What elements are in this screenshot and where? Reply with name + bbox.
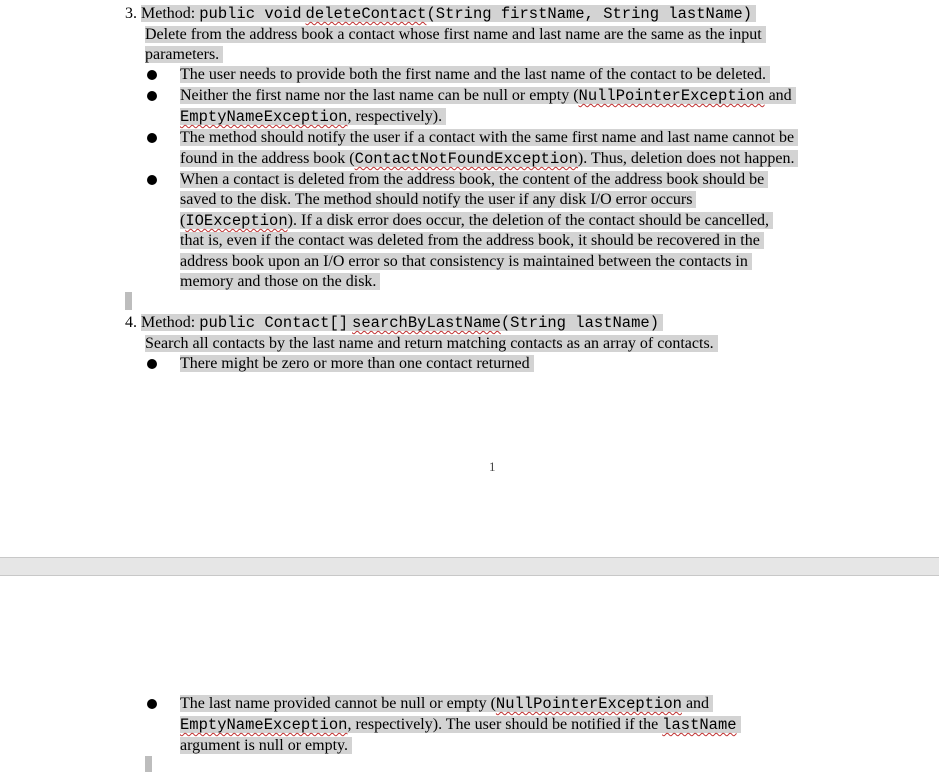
bullet-icon (147, 699, 157, 709)
item-3-bullet-3-cont: found in the address book (ContactNotFoundException). Thus, deletion does not happen. (180, 149, 798, 169)
item-4-bullet-1: There might be zero or more than one contact returned (180, 354, 534, 374)
page-2-bullet-line-2: EmptyNameException, respectively). The user should be notified if the lastName (180, 715, 741, 735)
bullet-icon (147, 133, 157, 143)
item-3-bullet-4-line-2: saved to the disk. The method should notify the user if any disk I/O error occurs (180, 190, 696, 210)
item-4-signature-line (125, 313, 663, 333)
item-4-number: 4. (125, 314, 137, 331)
item-3-description-cont: parameters. (145, 45, 223, 65)
item-3-bullet-4-line-6: memory and those on the disk. (180, 272, 380, 292)
item-3-signature: Method: public void deleteContact(String firstName, String lastName) (141, 5, 756, 22)
bullet-icon (147, 91, 157, 101)
item-3-bullet-2: Neither the first name nor the last name can be null or empty (NullPointerException and (180, 86, 796, 106)
item-3-signature-line (125, 4, 756, 24)
page-break-gap (0, 557, 939, 576)
method-name-deleteContact: deleteContact (305, 5, 427, 23)
method-name-searchByLastName: searchByLastName (352, 314, 501, 332)
item-3-bullet-2-cont: EmptyNameException, respectively). (180, 107, 446, 127)
item-3-number: 3. (125, 5, 137, 22)
item-3-bullet-3: The method should notify the user if a contact with the same first name and last name cannot be (180, 128, 798, 148)
item-3-bullet-4-line-1: When a contact is deleted from the address book, the content of the address book should be (180, 170, 768, 190)
item-3-bullet-4-line-5: address book upon an I/O error so that consistency is maintained between the contacts in (180, 252, 752, 272)
document-page-2 (0, 576, 939, 773)
item-4-description: Search all contacts by the last name and return matching contacts as an array of contacts. (145, 334, 718, 354)
empty-paragraph-mark (125, 292, 132, 310)
page-2-bullet-line-3: argument is null or empty. (180, 736, 352, 756)
bullet-icon (147, 70, 157, 80)
item-3-bullet-1: The user needs to provide both the first name and the last name of the contact to be deleted. (180, 65, 770, 85)
page-number: 1 (489, 459, 496, 474)
item-3-bullet-4-line-3: (IOException). If a disk error does occur, the deletion of the contact should be cancelled, (180, 211, 773, 231)
item-3-description: Delete from the address book a contact whose first name and last name are the same as the input (145, 25, 766, 45)
item-4-signature: Method: public Contact[] searchByLastName(String lastName) (141, 314, 663, 331)
page-2-bullet-line-1: The last name provided cannot be null or empty (NullPointerException and (180, 694, 713, 714)
bullet-icon (147, 359, 157, 369)
empty-paragraph-mark (145, 756, 152, 772)
bullet-icon (147, 175, 157, 185)
item-3-bullet-4-line-4: that is, even if the contact was deleted from the address book, it should be recovered in the (180, 231, 764, 251)
